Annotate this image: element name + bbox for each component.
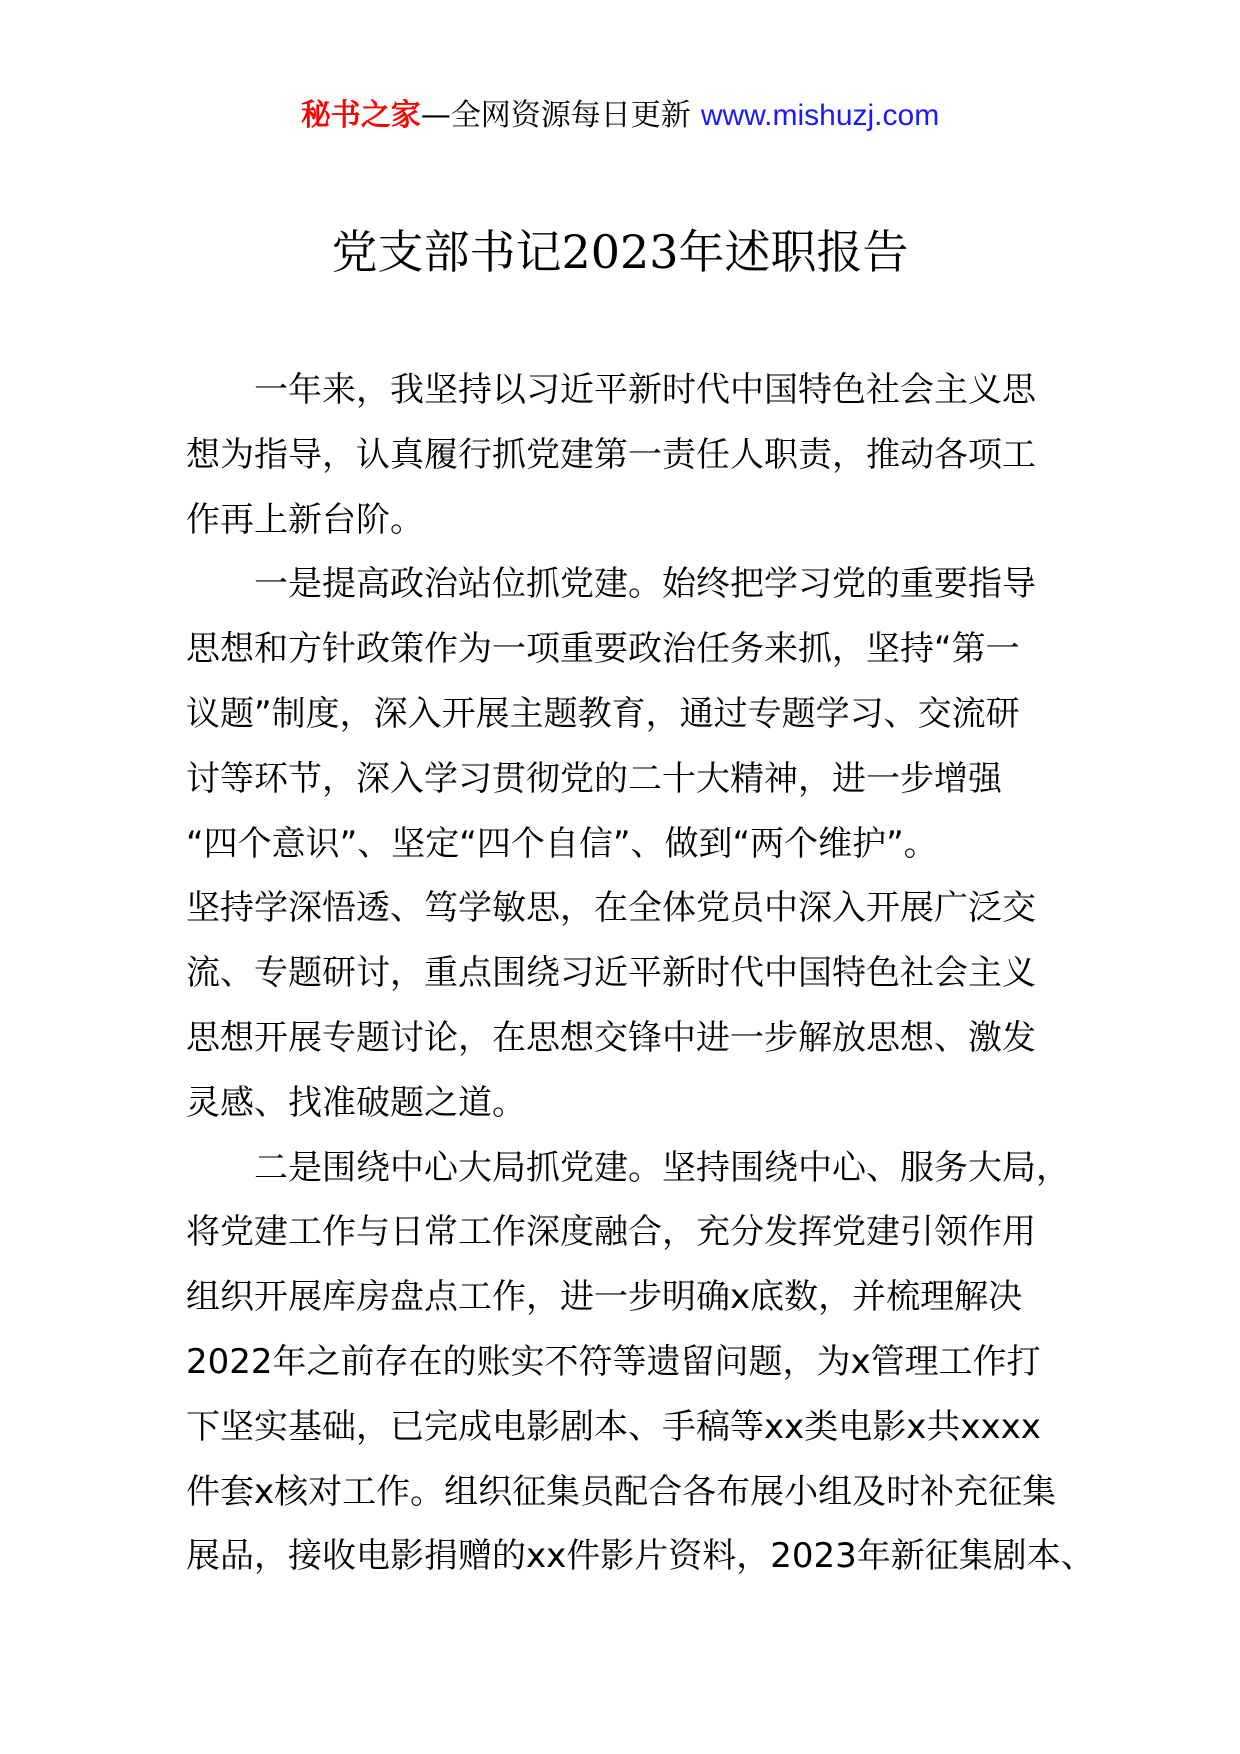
paragraph-line: 灵感、找准破题之道。: [186, 1082, 526, 1123]
site-header: [0, 96, 1240, 136]
paragraph-line: 件套x核对工作。组织征集员配合各布展小组及时补充征集: [186, 1471, 1057, 1512]
header-tagline: —全网资源每日更新: [420, 98, 691, 133]
brand-name: 秘书之家: [300, 98, 421, 133]
paragraph-line: 思想和方针政策作为一项重要政治任务来抓，坚持“第一: [186, 629, 1020, 670]
paragraph-line: 一年来，我坚持以习近平新时代中国特色社会主义思: [254, 370, 1036, 410]
site-url-link[interactable]: www.mishuzj.com: [700, 99, 940, 132]
paragraph-line: 流、专题研讨，重点围绕习近平新时代中国特色社会主义: [186, 953, 1036, 994]
paragraph-line: 坚持学深悟透、笃学敏思，在全体党员中深入开展广泛交: [186, 888, 1036, 929]
paragraph-line: 二是围绕中心大局抓党建。坚持围绕中心、服务大局，: [254, 1147, 1070, 1188]
paragraph-line: “四个意识”、坚定“四个自信”、做到“两个维护”。: [186, 823, 938, 864]
paragraph-line: 想为指导，认真履行抓党建第一责任人职责，推动各项工: [186, 434, 1036, 475]
paragraph-line: 下坚实基础，已完成电影剧本、手稿等xx类电影x共xxxx: [186, 1406, 1041, 1447]
paragraph-line: 展品，接收电影捐赠的xx件影片资料，2023年新征集剧本、: [186, 1536, 1095, 1577]
paragraph-line: 议题”制度，深入开展主题教育，通过专题学习、交流研: [186, 693, 1020, 734]
paragraph-line: 2022年之前存在的账实不符等遗留问题，为x管理工作打: [186, 1341, 1041, 1382]
document-body: [186, 358, 1095, 1589]
paragraph-line: 组织开展库房盘点工作，进一步明确x底数，并梳理解决: [186, 1277, 1023, 1318]
document-title: 党支部书记2023年述职报告: [331, 225, 909, 279]
paragraph-line: 思想开展专题讨论，在思想交锋中进一步解放思想、激发: [186, 1017, 1036, 1058]
paragraph-line: 将党建工作与日常工作深度融合，充分发挥党建引领作用: [186, 1212, 1036, 1253]
paragraph-line: 讨等环节，深入学习贯彻党的二十大精神，进一步增强: [186, 758, 1002, 799]
paragraph-line: 作再上新台阶。: [186, 499, 424, 540]
paragraph-line: 一是提高政治站位抓党建。始终把学习党的重要指导: [254, 564, 1036, 605]
